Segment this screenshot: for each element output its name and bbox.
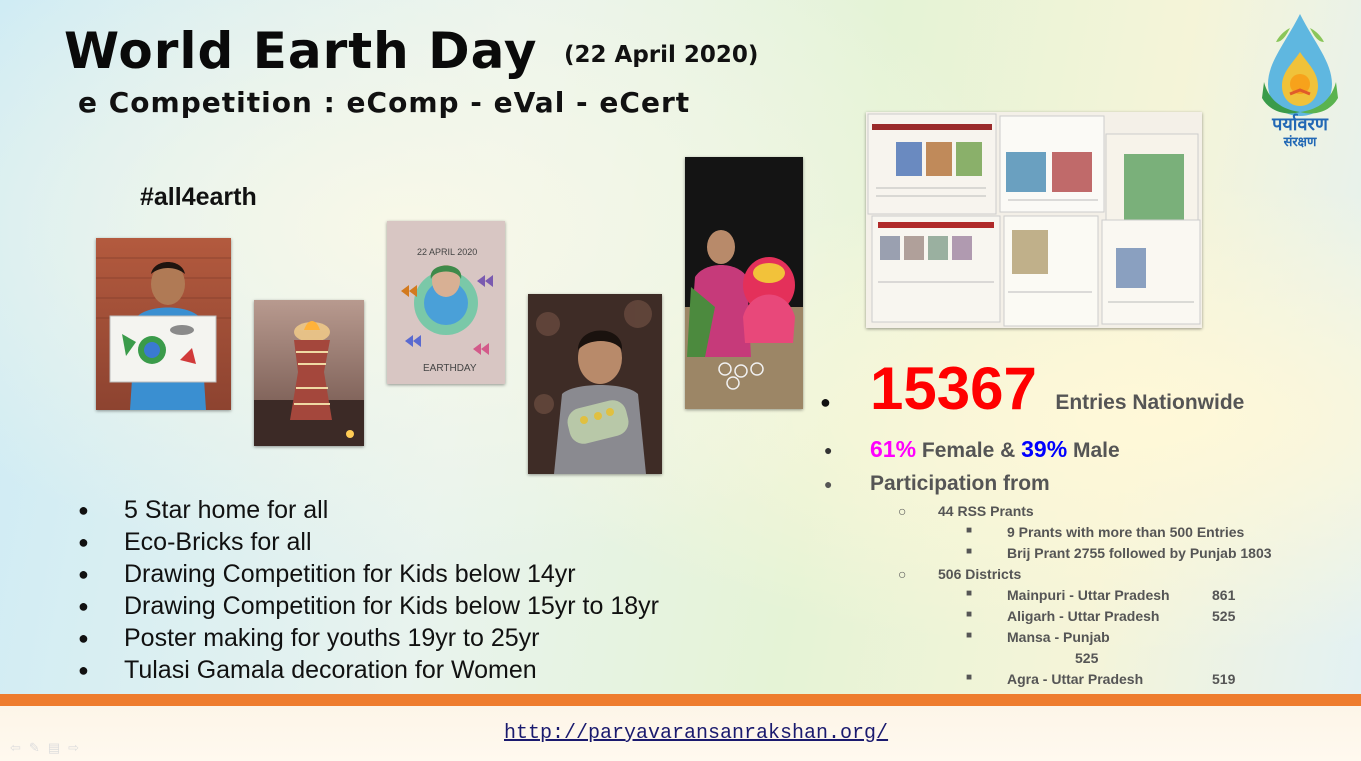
- logo-text-line2: संरक्षण: [1283, 134, 1317, 149]
- participation-label: Participation from: [870, 472, 1050, 495]
- square-bullet-icon: ■: [966, 525, 973, 536]
- competition-list: [78, 494, 659, 686]
- list-item: ● Eco-Bricks for all: [78, 528, 312, 556]
- drawing-caption-text: EARTHDAY: [423, 363, 477, 374]
- menu-icon[interactable]: ▤: [47, 740, 69, 755]
- district-name: Aligarh - Uttar Pradesh: [1007, 608, 1160, 624]
- list-item: ● Poster making for youths 19yr to 25yr: [78, 624, 540, 652]
- district-value: 519: [1212, 671, 1236, 687]
- entries-stat: [870, 354, 1244, 423]
- logo-text-line1: पर्यावरण: [1272, 114, 1328, 134]
- district-value: 861: [1212, 587, 1236, 603]
- bullet-icon: ●: [824, 442, 833, 458]
- event-date: (22 April 2020): [564, 42, 759, 68]
- square-bullet-icon: ■: [966, 588, 973, 599]
- female-label: Female &: [921, 439, 1016, 462]
- list-item: ● 5 Star home for all: [78, 496, 329, 524]
- forward-arrow-icon[interactable]: ⇨: [68, 740, 88, 755]
- prants-label: 44 RSS Prants: [938, 503, 1034, 519]
- square-bullet-icon: ■: [966, 630, 973, 641]
- list-item: ● Tulasi Gamala decoration for Women: [78, 656, 537, 684]
- district-name: Agra - Uttar Pradesh: [1007, 671, 1144, 687]
- footer-divider: [0, 694, 1361, 706]
- bullet-icon: ●: [824, 476, 833, 492]
- pen-icon[interactable]: ✎: [28, 740, 48, 755]
- entries-count: 15367: [870, 355, 1037, 422]
- bullet-icon: ●: [78, 532, 89, 552]
- hashtag: #all4earth: [140, 183, 257, 211]
- bullet-icon: ●: [820, 392, 831, 412]
- list-item: ● Drawing Competition for Kids below 14yr: [78, 560, 576, 588]
- slide-subtitle: e Competition : eComp - eVal - eCert: [78, 86, 691, 119]
- prants-detail-2: Brij Prant 2755 followed by Punjab 1803: [1007, 545, 1272, 561]
- slideshow-toolbar: [10, 740, 87, 756]
- photo-child-with-bottle: [528, 294, 662, 474]
- photo-boy-with-drawing: [96, 238, 231, 410]
- entries-label: Entries Nationwide: [1055, 391, 1245, 414]
- bullet-icon: ●: [78, 500, 89, 520]
- district-name: Mansa - Punjab: [1007, 629, 1110, 645]
- districts-label: 506 Districts: [938, 566, 1022, 582]
- prants-detail-1: 9 Prants with more than 500 Entries: [1007, 524, 1245, 540]
- square-bullet-icon: ■: [966, 609, 973, 620]
- photo-woman-tulasi-decoration: [685, 157, 803, 409]
- sub-bullet-icon: ○: [898, 566, 907, 582]
- newspaper-clippings-collage: [866, 112, 1202, 328]
- district-name: Mainpuri - Uttar Pradesh: [1007, 587, 1170, 603]
- district-value: 525: [1075, 650, 1099, 666]
- list-item: ● Drawing Competition for Kids below 15yr to 18yr: [78, 592, 659, 620]
- bullet-icon: ●: [78, 596, 89, 616]
- photo-eco-brick-lamp: [254, 300, 364, 446]
- bullet-icon: ●: [78, 660, 89, 680]
- male-percent: 39%: [1021, 436, 1068, 462]
- square-bullet-icon: ■: [966, 672, 973, 683]
- photo-earth-day-drawing: [387, 221, 505, 384]
- square-bullet-icon: ■: [966, 546, 973, 557]
- drawing-date-text: 22 APRIL 2020: [417, 247, 478, 257]
- bullet-icon: ●: [78, 628, 89, 648]
- slide-title: World Earth Day: [64, 22, 538, 80]
- district-value: 525: [1212, 608, 1236, 624]
- bullet-icon: ●: [78, 564, 89, 584]
- female-percent: 61%: [870, 436, 917, 462]
- sub-bullet-icon: ○: [898, 503, 907, 519]
- website-link[interactable]: http://paryavaransanrakshan.org/: [504, 722, 889, 745]
- gender-stat: [870, 436, 1120, 463]
- male-label: Male: [1073, 439, 1120, 462]
- back-arrow-icon[interactable]: ⇦: [10, 740, 29, 755]
